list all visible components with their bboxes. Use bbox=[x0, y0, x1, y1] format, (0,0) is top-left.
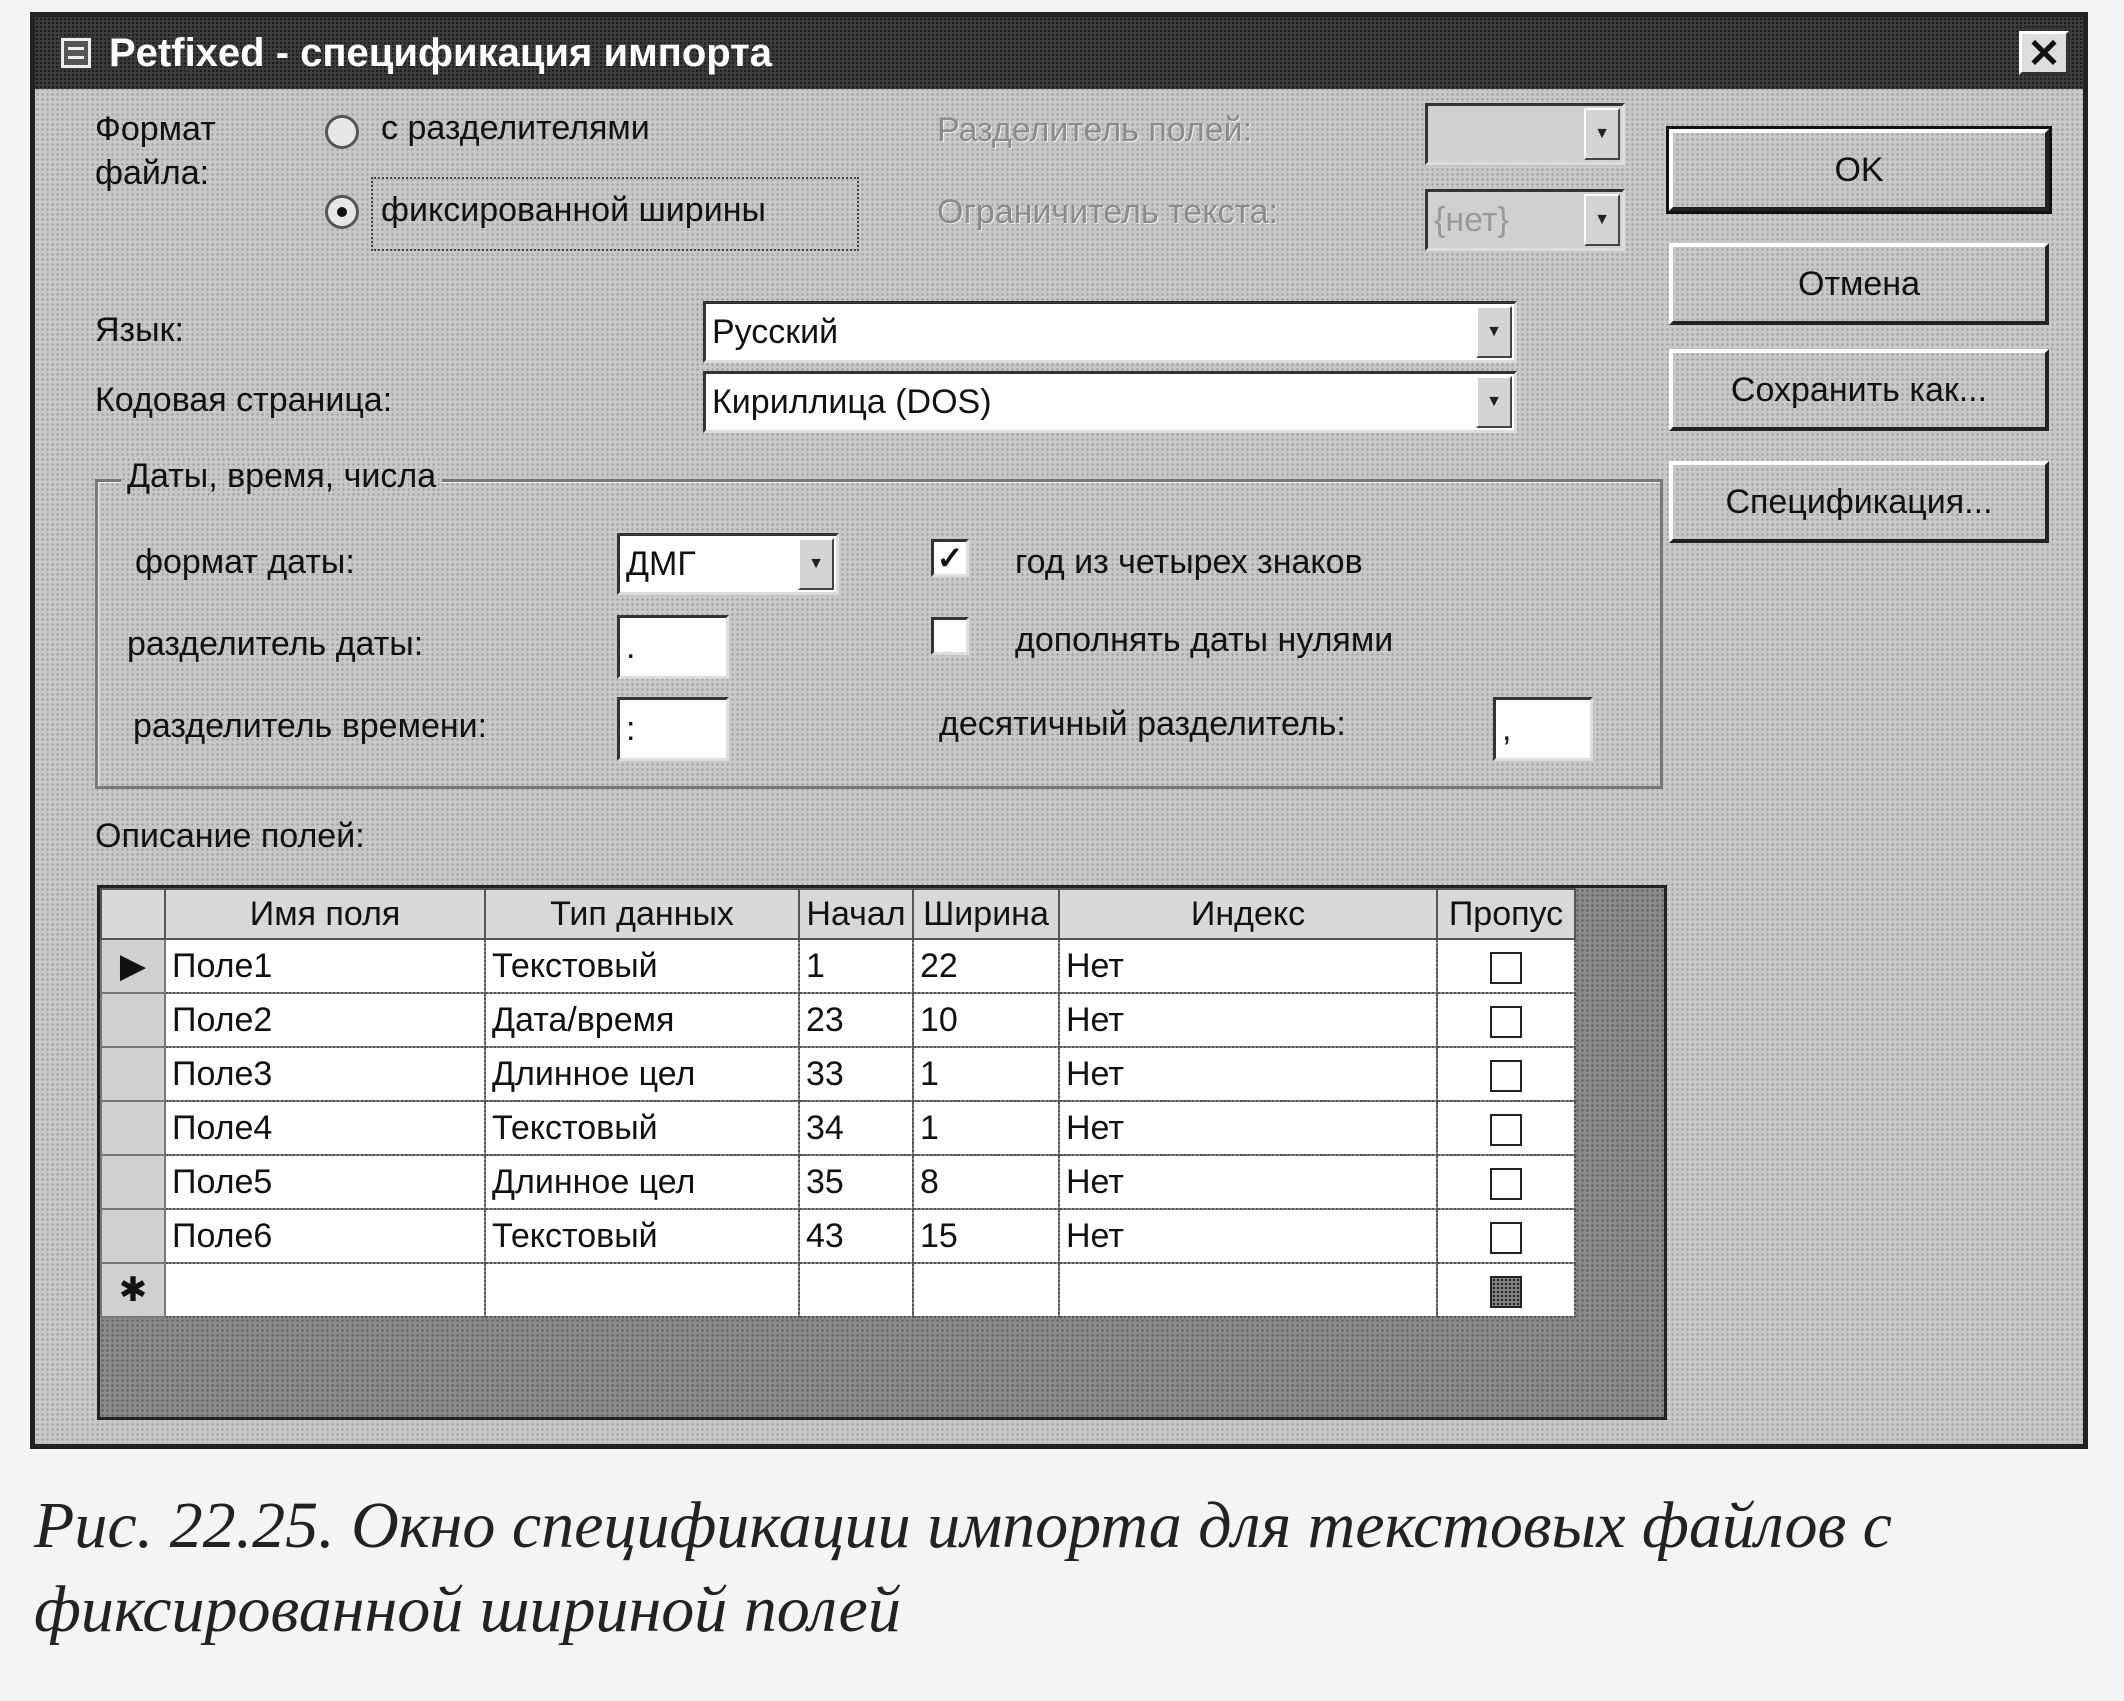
cell-index[interactable] bbox=[1059, 1263, 1437, 1317]
table-row[interactable] bbox=[101, 993, 1575, 1047]
cell-skip[interactable] bbox=[1437, 1047, 1575, 1101]
cell-width[interactable]: 15 bbox=[913, 1209, 1059, 1263]
cell-skip[interactable] bbox=[1437, 993, 1575, 1047]
language-value: Русский bbox=[712, 313, 839, 351]
new-record-row[interactable] bbox=[101, 1263, 1575, 1317]
skip-checkbox[interactable] bbox=[1490, 1222, 1522, 1254]
cell-skip[interactable] bbox=[1437, 1155, 1575, 1209]
cell-start[interactable]: 35 bbox=[799, 1155, 913, 1209]
cell-name[interactable]: Поле2 bbox=[165, 993, 485, 1047]
cell-start[interactable]: 34 bbox=[799, 1101, 913, 1155]
cell-skip[interactable] bbox=[1437, 1209, 1575, 1263]
cell-skip[interactable] bbox=[1437, 1101, 1575, 1155]
time-separator-label: разделитель времени: bbox=[133, 707, 488, 745]
skip-checkbox[interactable] bbox=[1490, 1276, 1522, 1308]
table-row[interactable] bbox=[101, 1155, 1575, 1209]
file-format-label: Формат файла: bbox=[95, 110, 216, 192]
leading-zeros-checkbox[interactable] bbox=[931, 617, 969, 655]
current-row-icon[interactable]: ▶ bbox=[101, 939, 165, 993]
skip-checkbox[interactable] bbox=[1490, 1168, 1522, 1200]
ok-button[interactable]: OK bbox=[1669, 129, 2049, 211]
leading-zeros-label[interactable]: дополнять даты нулями bbox=[1015, 621, 1394, 659]
cell-type[interactable] bbox=[485, 1263, 799, 1317]
skip-checkbox[interactable] bbox=[1490, 952, 1522, 984]
four-digit-year-checkbox[interactable]: ✓ bbox=[931, 539, 969, 577]
cell-width[interactable]: 1 bbox=[913, 1101, 1059, 1155]
cell-width[interactable] bbox=[913, 1263, 1059, 1317]
cell-skip[interactable] bbox=[1437, 1263, 1575, 1317]
decimal-separator-label: десятичный разделитель: bbox=[939, 705, 1346, 743]
four-digit-year-label[interactable]: год из четырех знаков bbox=[1015, 543, 1363, 581]
cell-start[interactable] bbox=[799, 1263, 913, 1317]
cell-type[interactable]: Текстовый bbox=[485, 1209, 799, 1263]
row-selector[interactable] bbox=[101, 1101, 165, 1155]
col-header-index[interactable]: Индекс bbox=[1059, 889, 1437, 939]
close-button[interactable]: ✕ bbox=[2019, 31, 2069, 75]
col-header-start[interactable]: Начал bbox=[799, 889, 913, 939]
cell-skip[interactable] bbox=[1437, 939, 1575, 993]
cell-type[interactable]: Длинное цел bbox=[485, 1155, 799, 1209]
cell-start[interactable]: 1 bbox=[799, 939, 913, 993]
skip-checkbox[interactable] bbox=[1490, 1060, 1522, 1092]
save-as-button[interactable]: Сохранить как... bbox=[1669, 349, 2049, 431]
field-separator-select[interactable] bbox=[1425, 103, 1625, 165]
cell-name[interactable]: Поле4 bbox=[165, 1101, 485, 1155]
cell-width[interactable]: 1 bbox=[913, 1047, 1059, 1101]
date-format-select[interactable] bbox=[617, 533, 839, 595]
chevron-down-icon[interactable]: ▼ bbox=[798, 538, 834, 590]
cell-index[interactable]: Нет bbox=[1059, 1155, 1437, 1209]
col-header-name[interactable]: Имя поля bbox=[165, 889, 485, 939]
row-selector[interactable] bbox=[101, 1155, 165, 1209]
figure-caption: Рис. 22.25. Окно спецификации импорта для текстовых файлов с фиксированной шириной полей bbox=[34, 1489, 1892, 1646]
date-separator-input[interactable]: . bbox=[617, 615, 729, 679]
cell-index[interactable]: Нет bbox=[1059, 1101, 1437, 1155]
radio-fixed-width-label[interactable]: фиксированной ширины bbox=[381, 191, 766, 229]
cell-name[interactable]: Поле5 bbox=[165, 1155, 485, 1209]
cell-name[interactable] bbox=[165, 1263, 485, 1317]
cell-start[interactable]: 23 bbox=[799, 993, 913, 1047]
cell-width[interactable]: 8 bbox=[913, 1155, 1059, 1209]
text-qualifier-label: Ограничитель текста: bbox=[937, 193, 1279, 231]
text-qualifier-value: {нет} bbox=[1434, 201, 1509, 239]
date-separator-label: разделитель даты: bbox=[127, 625, 424, 663]
skip-checkbox[interactable] bbox=[1490, 1006, 1522, 1038]
specification-button[interactable]: Спецификация... bbox=[1669, 461, 2049, 543]
radio-fixed-width[interactable] bbox=[325, 195, 359, 229]
cell-width[interactable]: 10 bbox=[913, 993, 1059, 1047]
text-qualifier-select[interactable] bbox=[1425, 189, 1625, 251]
cell-index[interactable]: Нет bbox=[1059, 1209, 1437, 1263]
fields-table bbox=[100, 888, 1576, 1318]
col-header-type[interactable]: Тип данных bbox=[485, 889, 799, 939]
chevron-down-icon[interactable]: ▼ bbox=[1476, 306, 1512, 358]
codepage-select[interactable] bbox=[703, 371, 1517, 433]
cell-start[interactable]: 33 bbox=[799, 1047, 913, 1101]
cell-type[interactable]: Длинное цел bbox=[485, 1047, 799, 1101]
cell-name[interactable]: Поле3 bbox=[165, 1047, 485, 1101]
table-row[interactable] bbox=[101, 939, 1575, 993]
fields-label: Описание полей: bbox=[95, 817, 365, 855]
col-header-width[interactable]: Ширина bbox=[913, 889, 1059, 939]
cell-index[interactable]: Нет bbox=[1059, 1047, 1437, 1101]
cell-width[interactable]: 22 bbox=[913, 939, 1059, 993]
header-row bbox=[101, 889, 1575, 939]
language-label: Язык: bbox=[95, 311, 184, 349]
cell-index[interactable]: Нет bbox=[1059, 993, 1437, 1047]
cell-name[interactable]: Поле1 bbox=[165, 939, 485, 993]
cell-type[interactable]: Текстовый bbox=[485, 1101, 799, 1155]
row-selector[interactable] bbox=[101, 993, 165, 1047]
cell-start[interactable]: 43 bbox=[799, 1209, 913, 1263]
date-format-value: ДМГ bbox=[626, 545, 696, 583]
col-header-skip[interactable]: Пропус bbox=[1437, 889, 1575, 939]
title-bar bbox=[35, 17, 2083, 89]
cell-type[interactable]: Текстовый bbox=[485, 939, 799, 993]
table-row[interactable] bbox=[101, 1047, 1575, 1101]
skip-checkbox[interactable] bbox=[1490, 1114, 1522, 1146]
chevron-down-icon[interactable]: ▼ bbox=[1476, 376, 1512, 428]
language-select[interactable] bbox=[703, 301, 1517, 363]
chevron-down-icon[interactable]: ▼ bbox=[1584, 194, 1620, 246]
codepage-value: Кириллица (DOS) bbox=[712, 383, 992, 421]
datetime-group-title: Даты, время, числа bbox=[121, 457, 442, 496]
fields-grid[interactable] bbox=[97, 885, 1667, 1420]
field-separator-label: Разделитель полей: bbox=[937, 111, 1253, 149]
app-icon bbox=[61, 38, 91, 68]
window-title: Petfixed - спецификация импорта bbox=[109, 30, 772, 75]
cancel-button[interactable]: Отмена bbox=[1669, 243, 2049, 325]
codepage-label: Кодовая страница: bbox=[95, 381, 393, 419]
date-format-label: формат даты: bbox=[135, 543, 355, 581]
decimal-separator-input[interactable]: , bbox=[1493, 697, 1593, 761]
row-selector-header bbox=[101, 889, 165, 939]
radio-delimited[interactable] bbox=[325, 115, 359, 149]
cell-name[interactable]: Поле6 bbox=[165, 1209, 485, 1263]
new-row-icon[interactable]: ✱ bbox=[101, 1263, 165, 1317]
cell-index[interactable]: Нет bbox=[1059, 939, 1437, 993]
row-selector[interactable] bbox=[101, 1047, 165, 1101]
import-spec-dialog bbox=[30, 12, 2088, 1449]
table-row[interactable] bbox=[101, 1101, 1575, 1155]
chevron-down-icon[interactable]: ▼ bbox=[1584, 108, 1620, 160]
cell-type[interactable]: Дата/время bbox=[485, 993, 799, 1047]
radio-delimited-label[interactable]: с разделителями bbox=[381, 109, 650, 147]
time-separator-input[interactable]: : bbox=[617, 697, 729, 761]
row-selector[interactable] bbox=[101, 1209, 165, 1263]
table-row[interactable] bbox=[101, 1209, 1575, 1263]
